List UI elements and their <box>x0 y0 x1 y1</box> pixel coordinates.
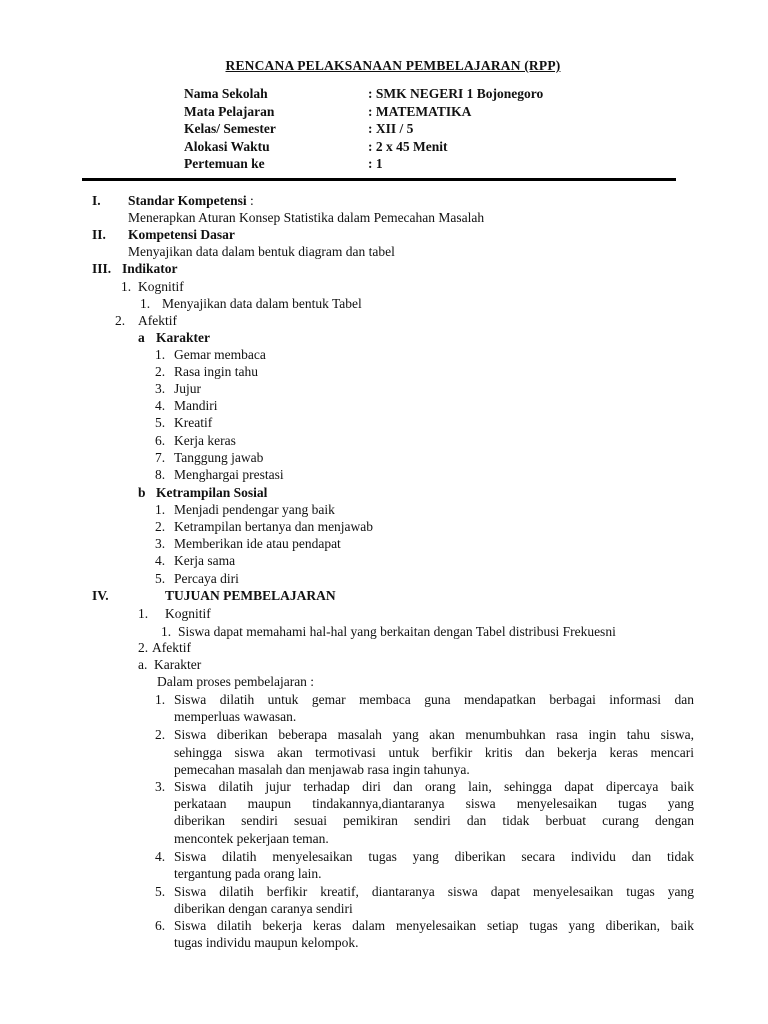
list-number: I. <box>92 193 101 208</box>
identity-value: : MATEMATIKA <box>368 103 472 119</box>
list-number: 2. <box>155 519 166 534</box>
list-number: 7. <box>155 450 166 465</box>
list-number: 6. <box>155 918 166 933</box>
body-text-line: Siswa dilatih bekerja keras dalam menyelesaikan setiap tugas yang diberikan, baik <box>174 918 694 933</box>
body-text-line: Siswa dilatih berfikir kreatif, diantaranya siswa dapat menyelesaikan tugas yang <box>174 884 694 899</box>
body-text-line: Siswa dilatih menyelesaikan tugas yang diberikan secara individu dan tidak <box>174 849 694 864</box>
list-number: 1. <box>161 624 172 639</box>
list-number: 5. <box>155 571 166 586</box>
body-text-line: sehingga siswa akan termotivasi untuk berfikir kritis dan bekerja keras mencari <box>174 745 694 760</box>
identity-block <box>184 86 543 174</box>
body-text-line: tugas individu maupun kelompok. <box>174 935 359 950</box>
list-number: 4. <box>155 553 166 568</box>
identity-value: : 2 x 45 Menit <box>368 138 448 154</box>
list-number: 3. <box>155 381 166 396</box>
body-text-line: mencontek pekerjaan teman. <box>174 831 329 846</box>
body-text-line: Siswa dilatih jujur terhadap diri dan orang lain, sehingga dapat dipercaya baik <box>174 779 694 794</box>
identity-row <box>184 121 543 139</box>
section-heading: TUJUAN PEMBELAJARAN <box>165 588 336 603</box>
body-text-line: diberikan sendiri sesuai pemikiran sendiri dan tidak berbuat curang dengan <box>174 813 694 828</box>
list-number: 2. <box>155 727 166 742</box>
body-text-line: Kognitif <box>165 606 211 621</box>
body-text-line: Afektif <box>152 640 191 655</box>
identity-label: Alokasi Waktu <box>184 138 270 154</box>
list-number: 8. <box>155 467 166 482</box>
body-text-line: Gemar membaca <box>174 347 266 362</box>
body-text-line: pemecahan masalah dan menjawab rasa ingin tahunya. <box>174 762 470 777</box>
body-text-line: Kerja keras <box>174 433 236 448</box>
body-text-line: Rasa ingin tahu <box>174 364 258 379</box>
body-text-line: Menghargai prestasi <box>174 467 284 482</box>
body-text-line: Karakter <box>154 657 202 672</box>
identity-value: : SMK NEGERI 1 Bojonegoro <box>368 86 544 101</box>
identity-value: : XII / 5 <box>368 121 414 137</box>
body-text-line: Menjadi pendengar yang baik <box>174 502 335 517</box>
list-number: 1. <box>155 502 166 517</box>
list-number: 1. <box>140 296 151 311</box>
identity-row <box>184 86 543 104</box>
list-number: II. <box>92 227 106 242</box>
header-divider <box>82 178 676 181</box>
list-number: 1. <box>155 347 166 362</box>
list-number: 4. <box>155 849 166 864</box>
list-number: b <box>138 485 146 500</box>
identity-row <box>184 139 543 157</box>
list-number: 2. <box>115 313 126 328</box>
list-number: 4. <box>155 398 166 413</box>
body-text-line: perkataan maupun tindakannya,diantaranya siswa menyelesaikan tugas yang <box>174 796 694 811</box>
body-text-line: Menerapkan Aturan Konsep Statistika dalam Pemecahan Masalah <box>128 210 485 225</box>
section-heading: Indikator <box>122 261 178 276</box>
identity-label: Kelas/ Semester <box>184 121 276 137</box>
section-heading: Ketrampilan Sosial <box>156 485 268 500</box>
section-heading: Standar Kompetensi : <box>128 193 254 208</box>
document-title: RENCANA PELAKSANAAN PEMBELAJARAN (RPP) <box>225 58 561 73</box>
body-text-line: Kerja sama <box>174 553 236 568</box>
list-number: 6. <box>155 433 166 448</box>
body-text-line: Dalam proses pembelajaran : <box>157 674 315 689</box>
identity-label: Mata Pelajaran <box>184 103 275 119</box>
list-number: 1. <box>121 279 132 294</box>
body-text-line: Menyajikan data dalam bentuk Tabel <box>162 296 362 311</box>
list-number: 1. <box>138 606 149 621</box>
list-number: 5. <box>155 415 166 430</box>
list-number: a. <box>138 657 148 672</box>
list-number: 3. <box>155 536 166 551</box>
heading-colon: : <box>246 193 254 208</box>
body-text-line: Siswa dapat memahami hal-hal yang berkaitan dengan Tabel distribusi Frekuesni <box>178 624 616 639</box>
body-text-line: Memberikan ide atau pendapat <box>174 536 341 551</box>
body-text-line: Ketrampilan bertanya dan menjawab <box>174 519 374 534</box>
body-text-line: tergantung pada orang lain. <box>174 866 322 881</box>
list-number: 5. <box>155 884 166 899</box>
list-number: 2. <box>155 364 166 379</box>
list-number: 1. <box>155 692 166 707</box>
list-number: IV. <box>92 588 109 603</box>
body-text-line: diberikan dengan caranya sendiri <box>174 901 353 916</box>
body-text-line: memperluas wawasan. <box>174 709 297 724</box>
body-text-line: Kognitif <box>138 279 184 294</box>
body-text-line: Percaya diri <box>174 571 239 586</box>
identity-row <box>184 104 543 122</box>
body-text-line: Menyajikan data dalam bentuk diagram dan tabel <box>128 244 395 259</box>
body-text-line: Jujur <box>174 381 201 396</box>
list-number: a <box>138 330 145 345</box>
identity-value: : 1 <box>368 156 383 172</box>
body-text-line: Tanggung jawab <box>174 450 264 465</box>
body-text-line: Siswa dilatih untuk gemar membaca guna mendapatkan berbagai informasi dan <box>174 692 694 707</box>
body-text-line: Kreatif <box>174 415 213 430</box>
identity-label: Nama Sekolah <box>184 86 268 101</box>
section-heading: Kompetensi Dasar <box>128 227 235 242</box>
list-number: 3. <box>155 779 166 794</box>
list-number: 2. <box>138 640 149 655</box>
identity-label: Pertemuan ke <box>184 156 265 172</box>
section-heading: Karakter <box>156 330 210 345</box>
body-text-line: Mandiri <box>174 398 218 413</box>
body-text-line: Afektif <box>138 313 177 328</box>
identity-row <box>184 156 543 174</box>
body-text-line: Siswa diberikan beberapa masalah yang akan menumbuhkan rasa ingin tahu siswa, <box>174 727 694 742</box>
list-number: III. <box>92 261 112 276</box>
